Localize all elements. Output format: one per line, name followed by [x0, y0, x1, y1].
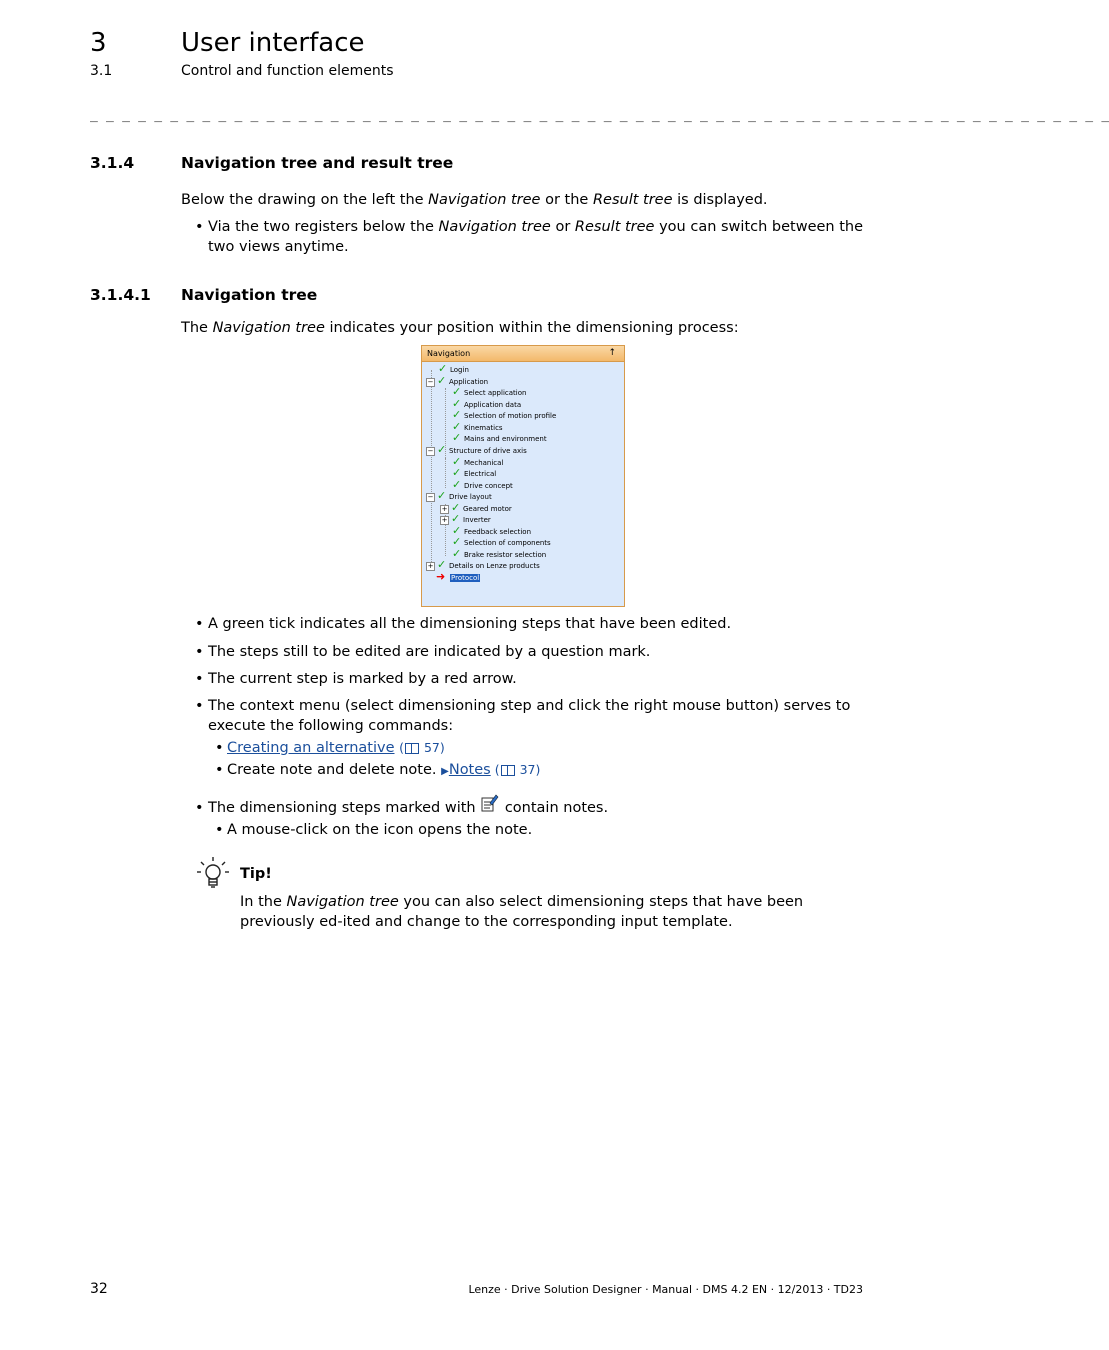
section-title: Control and function elements: [181, 63, 394, 79]
heading-number: 3.1.4.1: [90, 286, 151, 304]
navigation-panel-header: [422, 346, 624, 362]
section-number: 3.1: [90, 63, 113, 79]
chapter-title: User interface: [181, 28, 365, 58]
intro-paragraph: Below the drawing on the left the Navigation tree or the Result tree is displayed.: [181, 192, 768, 208]
tree-item[interactable]: − ✓ Drive layout: [427, 489, 492, 502]
list-item: A green tick indicates all the dimensioning steps that have been edited.: [208, 616, 732, 632]
list-item: • Via the two registers below the Navigation tree or Result tree you can switch between the two views anytime.: [195, 219, 864, 255]
check-icon: ✓: [452, 535, 462, 548]
tree-item[interactable]: ✓ Electrical: [452, 466, 497, 479]
footer-text: Lenze · Drive Solution Designer · Manual · DMS 4.2 EN · 12/2013 · TD23: [468, 1283, 863, 1296]
list-item: The current step is marked by a red arrow.: [208, 671, 517, 687]
tree-item[interactable]: ✓ Selection of motion profile: [452, 408, 557, 421]
chapter-number: 3: [90, 28, 107, 58]
expand-icon[interactable]: +: [441, 515, 448, 524]
check-icon: ✓: [437, 558, 447, 571]
tree-item[interactable]: ✓ Feedback selection: [452, 524, 532, 537]
list-item: The steps still to be edited are indicated by a question mark.: [208, 644, 651, 660]
heading-title: Navigation tree: [181, 286, 318, 304]
sub-list-item: • A mouse-click on the icon opens the note.: [215, 822, 533, 838]
notes-link[interactable]: Notes: [448, 762, 491, 778]
check-icon: ✓: [438, 362, 448, 375]
tree-item-current[interactable]: ➜ Protocol: [436, 570, 480, 583]
tree-item[interactable]: ✓ Drive concept: [452, 478, 513, 491]
check-icon: ✓: [451, 512, 461, 525]
tree-item[interactable]: ✓ Kinematics: [452, 420, 503, 433]
check-icon: ✓: [452, 524, 462, 537]
check-icon: ✓: [452, 547, 462, 560]
navigation-panel: [421, 345, 625, 607]
heading-number: 3.1.4: [90, 154, 135, 172]
check-icon: ✓: [452, 408, 462, 421]
red-arrow-icon: ➜: [436, 570, 446, 583]
sub-list-item: • Creating an alternative ( 57): [215, 740, 445, 756]
check-icon: ✓: [452, 466, 462, 479]
check-icon: ✓: [452, 385, 462, 398]
tree-item[interactable]: ✓ Application data: [452, 397, 522, 410]
check-icon: ✓: [437, 443, 447, 456]
check-icon: ✓: [452, 431, 462, 444]
tree-item-application[interactable]: − ✓ Application: [427, 374, 489, 387]
expand-icon[interactable]: +: [427, 561, 434, 570]
expand-icon[interactable]: +: [441, 504, 448, 513]
tree-item[interactable]: ✓ Mechanical: [452, 455, 504, 468]
tree-item[interactable]: ✓ Select application: [452, 385, 527, 398]
tip-text: In the Navigation tree you can also select dimensioning steps that have been previously ed-ited and change to the corresponding input template.: [240, 894, 804, 930]
tree-item[interactable]: + ✓ Geared motor: [441, 501, 512, 514]
check-icon: ✓: [437, 374, 447, 387]
tree-item-login[interactable]: ✓ Login: [438, 362, 469, 375]
page-reference[interactable]: ( 57): [399, 740, 445, 755]
tree-item[interactable]: ✓ Selection of components: [452, 535, 551, 548]
tree-item[interactable]: ✓ Mains and environment: [452, 431, 547, 444]
tree-item[interactable]: ✓ Brake resistor selection: [452, 547, 547, 560]
collapse-icon[interactable]: −: [427, 492, 434, 501]
header-separator: _ _ _ _ _ _ _ _ _ _ _ _ _ _ _ _ _ _ _ _ _ _ _ _ _ _ _ _ _ _ _ _ _ _ _ _ _ _ _ _ _ _ _ _ _ _ _ _ _ _ _ _ _ _ _ _ _ _ _ _ _ _ _ _: [90, 108, 1109, 123]
check-icon: ✓: [437, 489, 447, 502]
book-icon: [405, 743, 419, 754]
tree-item[interactable]: + ✓ Details on Lenze products: [427, 558, 540, 571]
tree-item[interactable]: − ✓ Structure of drive axis: [427, 443, 527, 456]
check-icon: ✓: [451, 501, 461, 514]
check-icon: ✓: [452, 455, 462, 468]
lightbulb-icon: [196, 856, 230, 890]
navigation-panel-title: Navigation: [427, 349, 471, 358]
list-item: The context menu (select dimensioning step and click the right mouse button) serves to execute the following commands:: [208, 698, 851, 734]
triangle-right-icon: ▶: [441, 766, 449, 777]
check-icon: ✓: [452, 478, 462, 491]
sub-list-item: • Create note and delete note. ▶Notes ( 37): [215, 762, 541, 778]
page-number: 32: [90, 1281, 108, 1297]
collapse-icon[interactable]: −: [427, 377, 434, 386]
list-item: • The dimensioning steps marked with contain notes.: [208, 798, 863, 818]
page-reference[interactable]: ( 37): [490, 762, 541, 777]
creating-alternative-link[interactable]: Creating an alternative: [227, 740, 395, 756]
heading-title: Navigation tree and result tree: [181, 154, 454, 172]
pin-icon[interactable]: ↑: [608, 348, 616, 358]
book-icon: [501, 765, 515, 776]
check-icon: ✓: [452, 420, 462, 433]
tree-item[interactable]: + ✓ Inverter: [441, 512, 491, 525]
collapse-icon[interactable]: −: [427, 446, 434, 455]
note-icon: [480, 800, 500, 818]
tip-label: Tip!: [240, 866, 272, 882]
intro-paragraph: The Navigation tree indicates your position within the dimensioning process:: [181, 320, 739, 336]
check-icon: ✓: [452, 397, 462, 410]
